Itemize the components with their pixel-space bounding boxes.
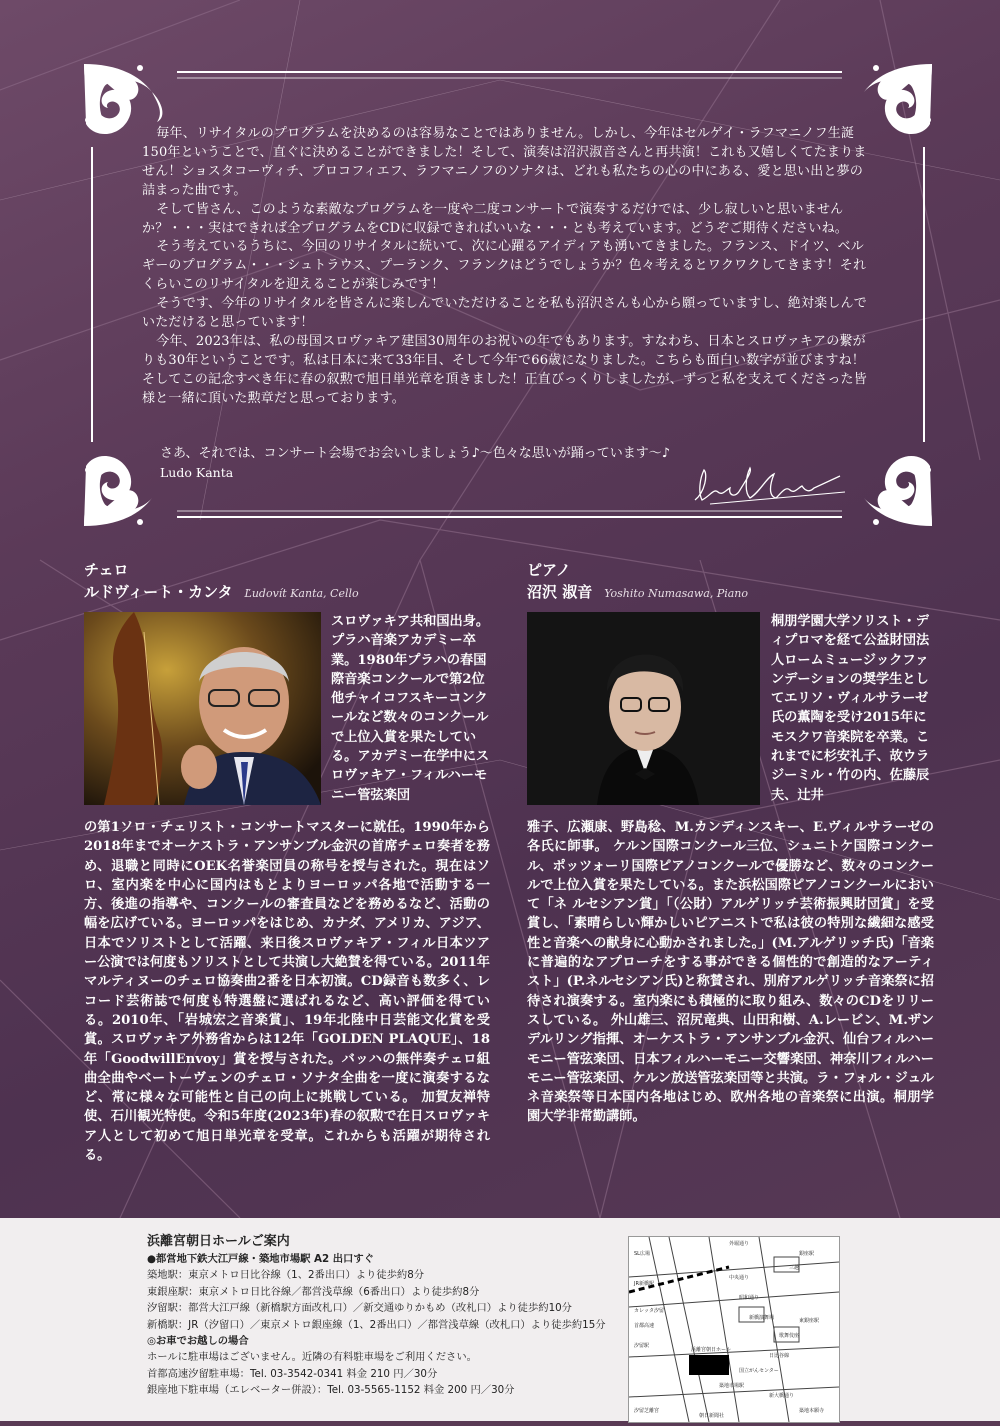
piano-profile	[527, 560, 748, 605]
letter-body	[142, 125, 872, 409]
map-label: 日比谷線	[769, 1353, 790, 1359]
letter-signer: Ludo Kanta	[160, 465, 234, 480]
map-label: 首都高速	[634, 1323, 655, 1329]
map-label: 外堀通り	[729, 1241, 750, 1247]
pianist-portrait	[527, 612, 760, 805]
cello-bio-side: スロヴァキア共和国出身。プラハ音楽アカデミー卒業。1980年プラハの春国際音楽コンクールで第2位他チャイコフスキーコンクールなど数々のコンクールで上位入賞を果たしている。アカデミー在学中にスロヴァキア・フィルハーモニー管弦楽団	[331, 614, 490, 803]
map-label: 汐留駅	[634, 1343, 650, 1349]
map-label: SL広場	[634, 1251, 650, 1257]
access-line: ◎お車でお越しの場合	[147, 1335, 249, 1348]
map-label: 中央通り	[729, 1275, 750, 1281]
map-label: 浜離宮朝日ホール	[691, 1347, 731, 1353]
access-line: 築地駅：東京メトロ日比谷線（1、2番出口）より徒歩約8分	[147, 1269, 425, 1282]
map-label: 新大橋通り	[769, 1393, 795, 1399]
access-line: ●都営地下鉄大江戸線・築地市場駅 A2 出口すぐ	[147, 1253, 374, 1265]
access-line: 新橋駅：JR（汐留口）／東京メトロ銀座線（1、2番出口）／都営浅草線（改札口）より徒歩約15分	[147, 1318, 606, 1331]
map-label: JR新橋駅	[634, 1281, 654, 1287]
cello-role: チェロ	[84, 561, 129, 579]
map-label: 築地本願寺	[799, 1408, 825, 1414]
access-line: 銀座地下駐車場（エレベーター併設）：Tel. 03-5565-1152 料金 200 円／30分	[147, 1384, 515, 1397]
cello-name: ルドヴィート・カンタ	[84, 583, 233, 601]
map-label: 新橋演舞場	[749, 1315, 775, 1321]
letter-paragraph: そう考えているうちに、今回のリサイタルに続いて、次に心躍るアイディアも湧いてきました。フランス、ドイツ、ベルギーのプログラム・・・シュトラウス、プーランク、フランクはどうでしょうか？色々考えるとワクワクしてきます！それくらいこのリサイタルを迎えることが楽しみです！	[142, 239, 867, 293]
map-label: 東銀座駅	[799, 1318, 820, 1324]
map-label: 築地市場駅	[719, 1383, 745, 1389]
letter-paragraph: 毎年、リサイタルのプログラムを決めるのは容易なことではありません。しかし、今年はセルゲイ・ラフマニノフ生誕150年ということで、直ぐに決めることができました！そして、演奏は沼沢淑音さんと再共演！これも又嬉しくてたまりません！ショスタコーヴィチ、プロコフィエフ、ラフマニノフのソナタは、どれも私たちの心の中にある、愛と思い出と夢の詰まった曲です。	[142, 126, 867, 198]
access-line: 東銀座駅：東京メトロ日比谷線／都営浅草線（6番出口）より徒歩約8分	[147, 1285, 480, 1298]
cellist-portrait	[84, 612, 321, 805]
map-label: 三越	[789, 1265, 800, 1271]
cello-profile	[84, 560, 359, 605]
map-label: 歌舞伎座	[779, 1333, 800, 1339]
map-label: 朝日新聞社	[699, 1413, 725, 1419]
piano-bio: 雅子、広瀬康、野島稔、M.カンディンスキー、E.ヴィルサラーゼの各氏に師事。 ケルン国際コンクール三位、シュニトケ国際コンクール、ポッツォーリ国際ピアノコンクールで優勝など、数々のコンクールで上位入賞を果たしている。また浜松国際ピアノコンクールにおいて「ネ ルセシアン賞」「（公財）アルゲリッチ芸術振興財団賞」を受賞し、「素晴らしい輝かしいピアニストで私は彼の特別な繊細な感受性と音楽への献身に心動かされました。」(M.アルゲリッチ氏)「音楽に普遍的なアプローチをする事ができる個性的で創造的なアーティスト」(P.ネルセシアン氏)と称賛され、別府アルゲリッチ音楽祭に招待され演奏する。室内楽にも積極的に取り組み、数々のCDをリリースしている。 外山雄三、沼尻竜典、山田和樹、A.レービン、M.ザンデルリング指揮、オーケストラ・アンサンブル金沢、仙台フィルハーモニー管弦楽団、日本フィルハーモニー交響楽団、神奈川フィルハーモニー管弦楽団、ケルン放送管弦楽団等と共演。ラ・フォル・ジュルネ音楽祭等日本国内各地はじめ、欧州各地の音楽祭に出演。桐朋学園大学非常勤講師。	[527, 820, 934, 1125]
access-line: 首都高速汐留駐車場：Tel. 03-3542-0341 料金 210 円／30分	[147, 1367, 438, 1380]
map-label: 銀座駅	[799, 1251, 815, 1257]
cello-name-en: Ľudovít Kanta, Cello	[244, 587, 359, 600]
map-label: 国立がんセンター	[739, 1368, 779, 1374]
access-line: 汐留駅：都営大江戸線（新橋駅方面改札口）／新交通ゆりかもめ（改札口）より徒歩約10分	[147, 1302, 572, 1315]
piano-role: ピアノ	[527, 561, 571, 579]
access-footer	[0, 1218, 1000, 1421]
handwritten-signature-icon	[690, 462, 850, 507]
cello-bio: の第1ソロ・チェリスト・コンサートマスターに就任。1990年から2018年までオーケストラ・アンサンブル金沢の首席チェロ奏者を務め、退職と同時にOEK名誉楽団員の称号を授与された。現在はソロ、室内楽を中心に国内はもとよりヨーロッパ各地で活動する一方、後進の指導や、コンクールの審査員などを務めるなど、活動の幅を広げている。ヨーロッパをはじめ、カナダ、アメリカ、アジア、日本でソリストとして活躍、来日後スロヴァキア・フィル日本ツアー公演では何度もソリストとして共演し大絶賛を得ている。2011年マルティヌーのチェロ協奏曲2番を日本初演。CD録音も数多く、レコード芸術誌で何度も特選盤に選ばれるなど、高い評価を得ている。2010年、「岩城宏之音楽賞」、19年北陸中日芸能文化賞を受賞。スロヴァキア外務省からは12年「GOLDEN PLAQUE」、18年「GoodwillEnvoy」賞を授与された。バッハの無伴奏チェロ組曲全曲やベートーヴェンのチェロ・ソナタ全曲を一度に演奏するなど、常に様々な可能性と自己の向上に挑戦している。 加賀友禅特使、石川観光特使。令和5年度(2023年)春の叙勲で在日スロヴァキア人として初めて旭日単光章を受章。これからも活躍が期待される。	[84, 820, 490, 1164]
map-label: 汐留芝離宮	[634, 1408, 660, 1414]
letter-paragraph: 今年、2023年は、私の母国スロヴァキア建国30周年のお祝いの年でもあります。すなわち、日本とスロヴァキアの繋がりも30年ということです。私は日本に来て33年目、そして今年で66歳になりました。こちらも面白い数字が並びますね！そしてこの記念すべき年に春の叙勲で旭日単光章を頂きました！正直びっくりしましたが、ずっと私を支えてくださった皆様と一緒に頂いた勲章だと思っております。	[142, 333, 867, 406]
map-label: カレッタ汐留	[634, 1308, 664, 1314]
piano-bio-side: 桐朋学園大学ソリスト・ディプロマを経て公益財団法人ロームミュージックファンデーションの奨学生としてエリソ・ヴィルサラーゼ氏の薫陶を受け2015年にモスクワ音楽院を卒業。これまでに杉安礼子、故ウラジーミル・竹の内、佐藤辰夫、辻井	[771, 614, 930, 803]
access-title: 浜離宮朝日ホールご案内	[147, 1234, 290, 1249]
piano-name: 沼沢 淑音	[527, 583, 593, 601]
piano-name-row	[527, 581, 748, 605]
cello-name-row	[84, 581, 359, 605]
piano-photo	[527, 612, 760, 805]
cello-photo	[84, 612, 321, 805]
access-lines	[147, 1251, 606, 1399]
map-label: 昭和通り	[739, 1295, 760, 1301]
access-line: ホールに駐車場はございません。近隣の有料駐車場をご利用ください。	[147, 1351, 477, 1364]
access-map	[628, 1236, 840, 1423]
letter-paragraph: そして皆さん、このような素敵なプログラムを一度や二度コンサートで演奏するだけでは、少し寂しいと思いませんか？・・・実はできれば全プログラムをCDに収録できればいいな・・・とも考えています。どうぞご期待くださいね。	[142, 201, 849, 236]
piano-name-en: Yoshito Numasawa, Piano	[604, 587, 749, 600]
area-map-icon	[629, 1237, 839, 1422]
letter-paragraph: そうです、今年のリサイタルを皆さんに楽しんでいただけることを私も沼沢さんも心から願っていますし、絶対楽しんでいただけると思っています！	[142, 296, 867, 331]
letter-greeting: さあ、それでは、コンサート会場でお会いしましょう♪〜色々な思いが踊っています〜♪	[160, 446, 671, 461]
